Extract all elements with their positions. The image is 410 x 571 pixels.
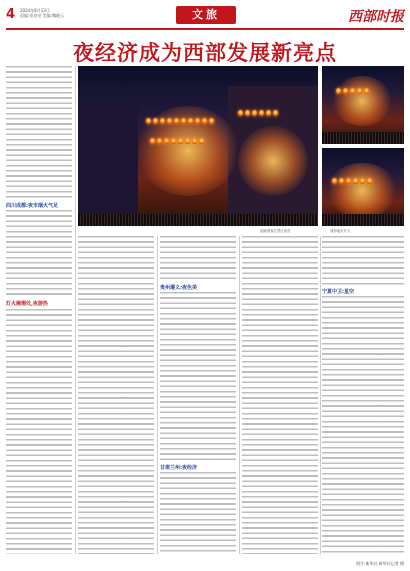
issue-date: 2024年8月13日 — [20, 8, 50, 13]
main-night-market-photo — [78, 66, 318, 226]
subheading-right-1: 宁夏中卫:星空 — [322, 289, 355, 295]
column-divider — [320, 236, 321, 554]
subheading-mid-2: 甘肃兰州:夜经济 — [160, 465, 198, 471]
article-col-3-mid — [160, 292, 236, 462]
article-col-5-top — [322, 236, 404, 286]
column-divider — [75, 66, 76, 554]
side-photo-top — [322, 66, 404, 144]
column-divider — [239, 236, 240, 554]
article-col-4 — [242, 236, 318, 554]
masthead — [6, 6, 404, 28]
page-headline: 夜经济成为西部发展新亮点 — [73, 41, 337, 65]
article-col-1-mid — [6, 210, 72, 298]
article-col-1-bottom — [6, 309, 72, 554]
photo-main-caption: 夜晚游客在景区游览 — [260, 229, 291, 233]
page-number: 4 — [6, 7, 16, 22]
issue-meta — [20, 8, 100, 18]
lantern-string — [146, 118, 214, 124]
photo-credit: 图片:新华社 新华社记者 摄 — [356, 561, 404, 566]
photo-side-caption: 西部夜市灯火 — [330, 229, 351, 233]
article-col-3-top — [160, 236, 236, 282]
subheading-left-1: 四川成都:夜市烟火气足 — [6, 203, 59, 209]
paper-logo: 西部时报 — [348, 9, 404, 25]
subheading-left-2: 灯火阑珊处,夜游热 — [6, 301, 48, 307]
masthead-rule — [6, 28, 404, 30]
article-col-3-bottom — [160, 472, 236, 554]
column-divider — [157, 236, 158, 554]
article-col-5-bottom — [322, 296, 404, 554]
issue-editor-line: 责编:张亮亮 美编:魏晓云 — [20, 13, 64, 18]
side-photo-bottom — [322, 148, 404, 226]
article-col-1-top — [6, 66, 72, 198]
article-col-2 — [78, 236, 154, 554]
section-tag: 文旅 — [176, 6, 236, 24]
subheading-mid-1: 贵州遵义:夜色美 — [160, 285, 198, 291]
crowd-silhouette — [78, 214, 318, 226]
